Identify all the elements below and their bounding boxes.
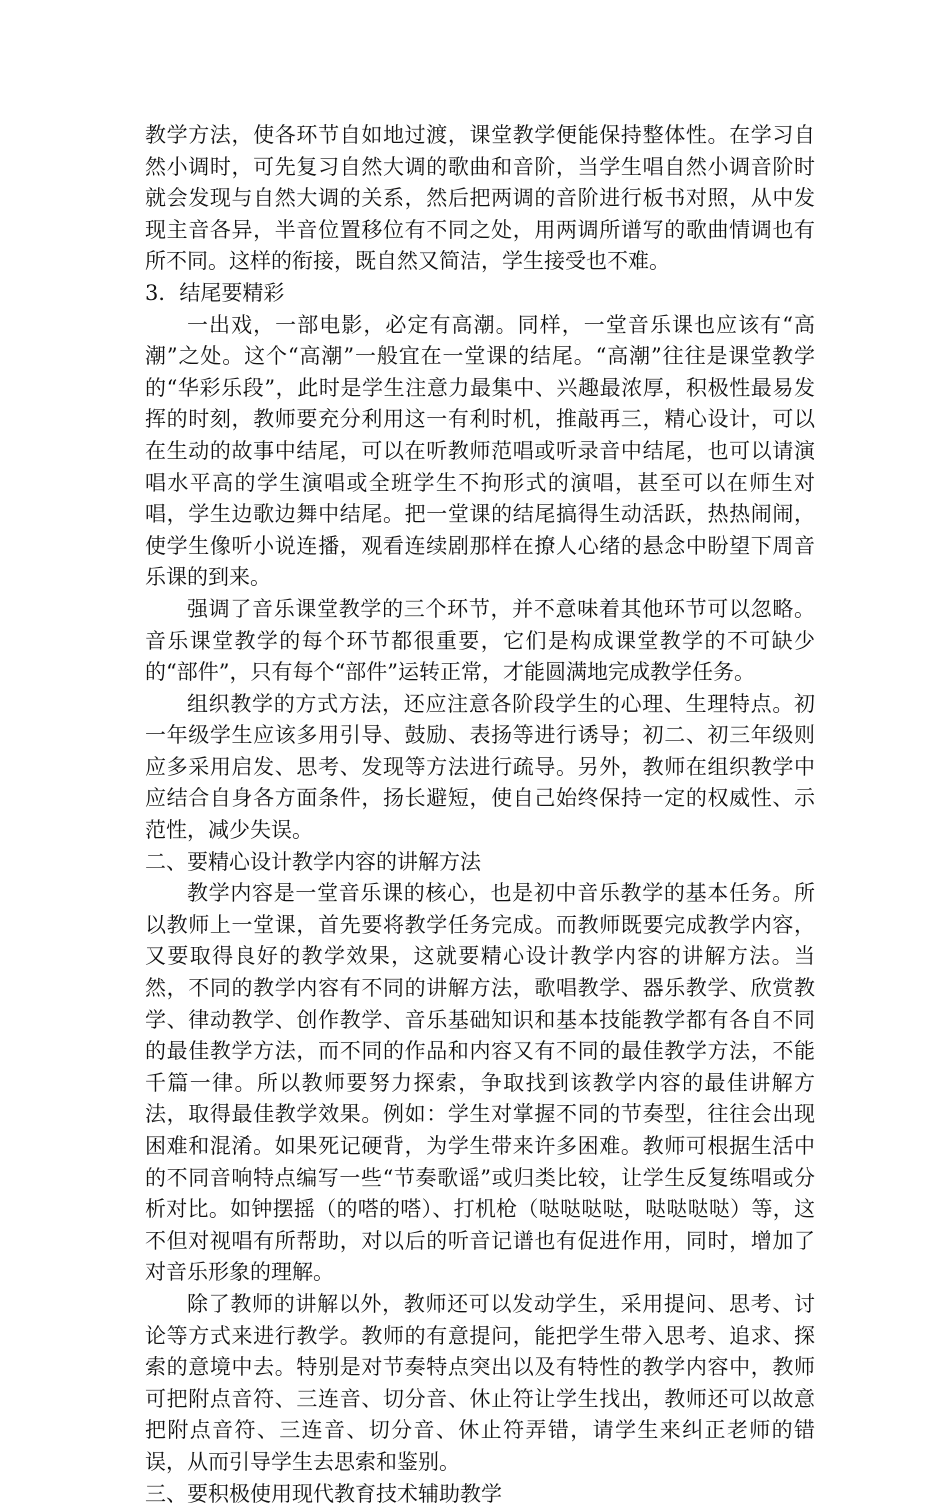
section-heading-content-method: 二、要精心设计教学内容的讲解方法 (145, 849, 481, 874)
paragraph-three-links: 强调了音乐课堂教学的三个环节，并不意味着其他环节可以忽略。音乐课堂教学的每个环节都很重要，它们是构成课堂教学的不可缺少的“部件”，只有每个“部件”运转正常，才能圆满地完成教学任务。 (145, 596, 815, 685)
paragraph-organize: 组织教学的方式方法，还应注意各阶段学生的心理、生理特点。初一年级学生应该多用引导、鼓励、表扬等进行诱导；初二、初三年级则应多采用启发、思考、发现等方法进行疏导。另外，教师在组织教学中应结合自身各方面条件，扬长避短，使自己始终保持一定的权威性、示范性，减少失误。 (145, 691, 815, 843)
section-heading-technology: 三、要积极使用现代教育技术辅助教学 (145, 1481, 502, 1506)
paragraph-content: 教学内容是一堂音乐课的核心，也是初中音乐教学的基本任务。所以教师上一堂课，首先要将教学任务完成。而教师既要完成教学内容，又要取得良好的教学效果，这就要精心设计教学内容的讲解方法。当然，不同的教学内容有不同的讲解方法，歌唱教学、器乐教学、欣赏教学、律动教学、创作教学、音乐基础知识和基本技能教学都有各自不同的最佳教学方法，而不同的作品和内容又有不同的最佳教学方法，不能千篇一律。所以教师要努力探索，争取找到该教学内容的最佳讲解方法，取得最佳教学效果。例如：学生对掌握不同的节奏型，往往会出现困难和混淆。如果死记硬背，为学生带来许多困难。教师可根据生活中的不同音响特点编写一些“节奏歌谣”或归类比较，让学生反复练唱或分析对比。如钟摆摇（的嗒的嗒）、打机枪（哒哒哒哒，哒哒哒哒）等，这不但对视唱有所帮助，对以后的听音记谱也有促进作用，同时，增加了对音乐形象的理解。 (145, 881, 815, 1285)
section-heading-ending: 3．结尾要精彩 (145, 280, 285, 305)
document-body (145, 120, 815, 1510)
paragraph-students: 除了教师的讲解以外，教师还可以发动学生，采用提问、思考、讨论等方式来进行教学。教师的有意提问，能把学生带入思考、追求、探索的意境中去。特别是对节奏特点突出以及有特性的教学内容中，教师可把附点音符、三连音、切分音、休止符让学生找出，教师还可以故意把附点音符、三连音、切分音、休止符弄错，请学生来纠正老师的错误，从而引导学生去思索和鉴别。 (145, 1291, 815, 1474)
paragraph-intro-continued: 教学方法，使各环节自如地过渡，课堂教学便能保持整体性。在学习自然小调时，可先复习自然大调的歌曲和音阶，当学生唱自然小调音阶时就会发现与自然大调的关系，然后把两调的音阶进行板书对照，从中发现主音各异，半音位置移位有不同之处，用两调所谱写的歌曲情调也有所不同。这样的衔接，既自然又简洁，学生接受也不难。 (145, 123, 815, 274)
paragraph-ending: 一出戏，一部电影，必定有高潮。同样，一堂音乐课也应该有“高潮”之处。这个“高潮”一般宜在一堂课的结尾。“高潮”往往是课堂教学的“华彩乐段”，此时是学生注意力最集中、兴趣最浓厚，积极性最易发挥的时刻，教师要充分利用这一有利时机，推敲再三，精心设计，可以在生动的故事中结尾，可以在听教师范唱或听录音中结尾，也可以请演唱水平高的学生演唱或全班学生不拘形式的演唱，甚至可以在师生对唱，学生边歌边舞中结尾。把一堂课的结尾搞得生动活跃，热热闹闹，使学生像听小说连播，观看连续剧那样在撩人心绪的悬念中盼望下周音乐课的到来。 (145, 312, 815, 590)
